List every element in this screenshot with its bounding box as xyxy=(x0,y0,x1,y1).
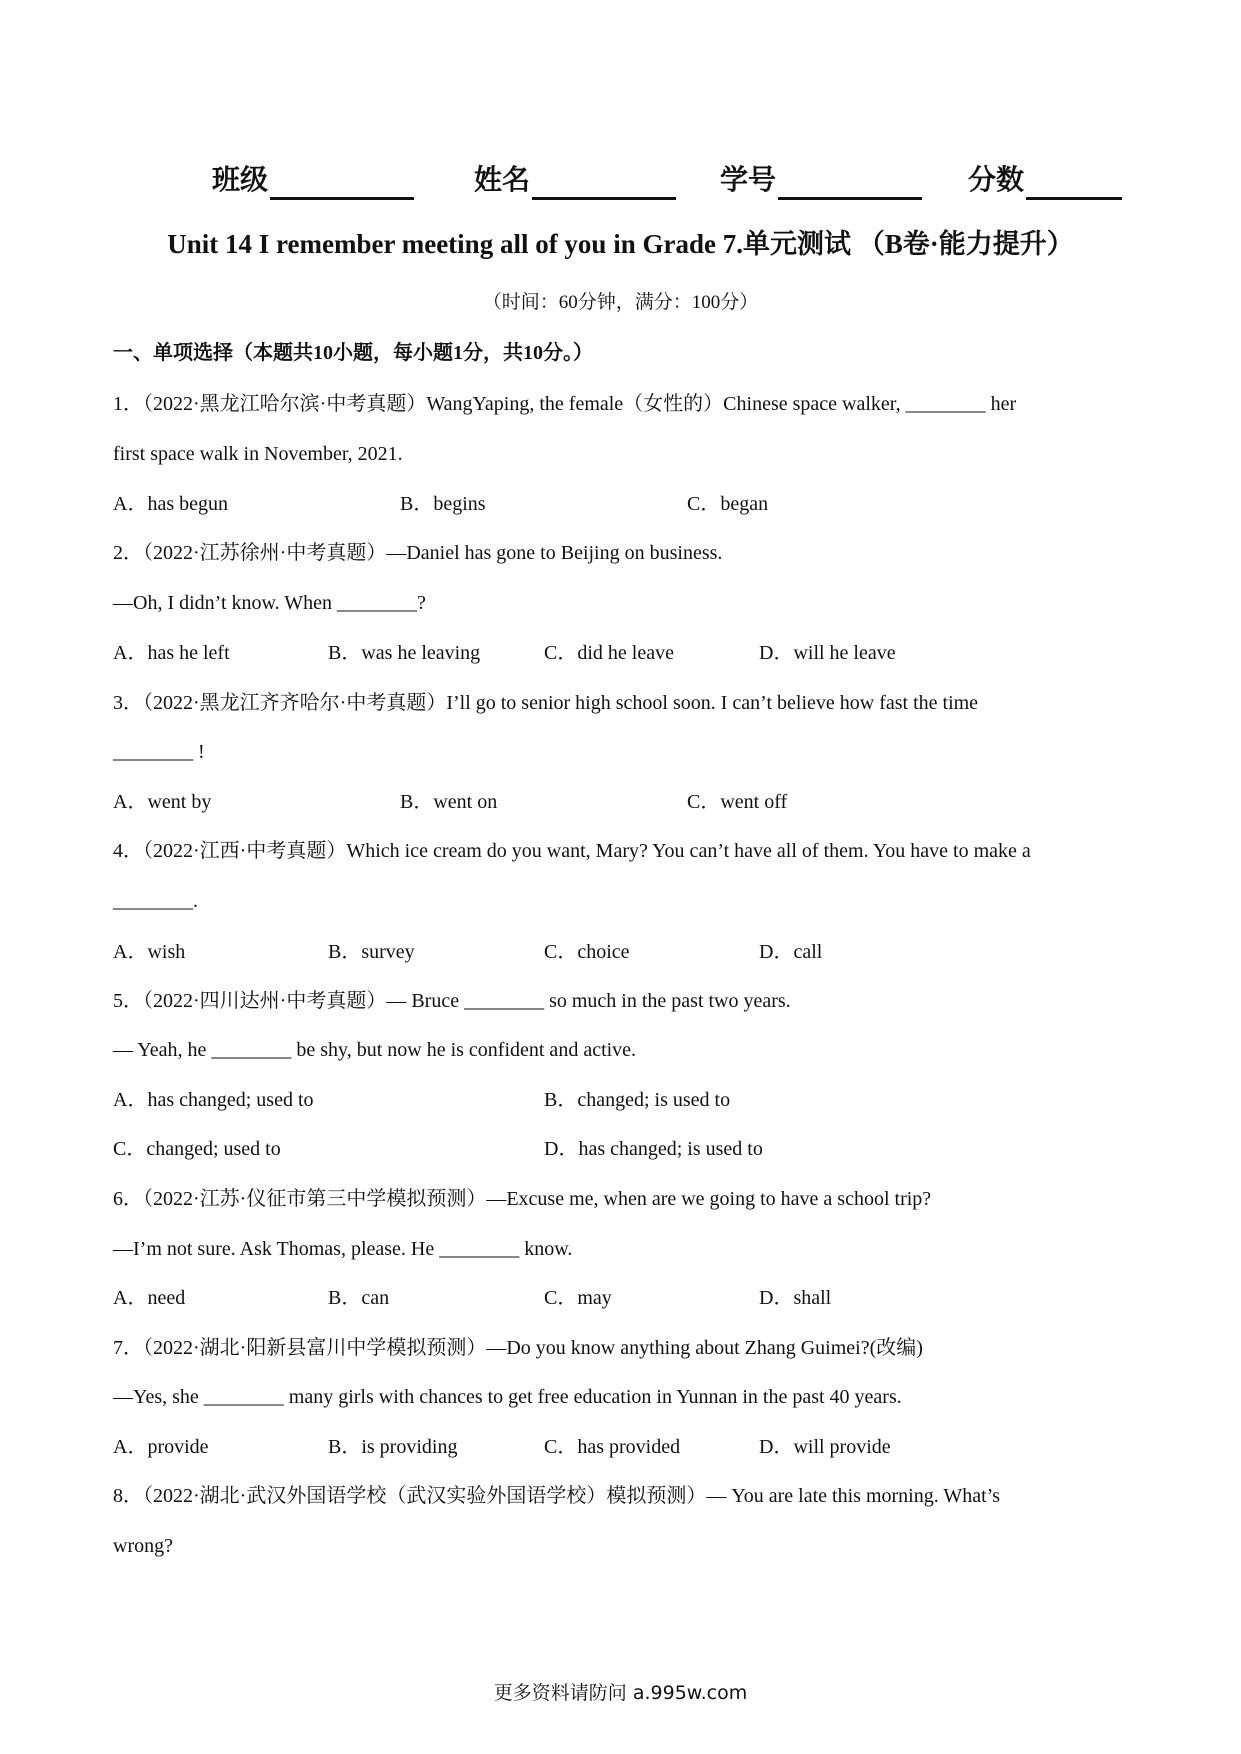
name-blank[interactable] xyxy=(532,197,676,200)
option-a[interactable]: A．provide xyxy=(113,1436,209,1458)
option-d[interactable]: D．will he leave xyxy=(759,642,896,664)
class-blank[interactable] xyxy=(270,197,414,200)
question-text: first space walk in November, 2021. xyxy=(113,443,403,465)
question-text: —Oh, I didn’t know. When ________? xyxy=(113,592,426,614)
option-a[interactable]: A．has changed; used to xyxy=(113,1089,314,1111)
option-a[interactable]: A．need xyxy=(113,1287,186,1309)
option-b[interactable]: B．is providing xyxy=(328,1436,458,1458)
question-text: wrong? xyxy=(113,1535,173,1557)
option-c[interactable]: C．began xyxy=(687,493,769,515)
name-label: 姓名 xyxy=(474,163,531,196)
question-text: 1．（2022·黑龙江哈尔滨·中考真题）WangYaping, the female（女性的）Chinese space walker, ________ her xyxy=(113,393,1017,415)
option-d[interactable]: D．shall xyxy=(759,1287,832,1309)
student-no-label: 学号 xyxy=(720,163,777,196)
question-text: 6．（2022·江苏·仪征市第三中学模拟预测）—Excuse me, when are we going to have a school trip? xyxy=(113,1188,932,1210)
question-text: —Yes, she ________ many girls with chances to get free education in Yunnan in the past 40 years. xyxy=(113,1386,902,1408)
question-text: ________ ! xyxy=(113,741,205,763)
option-c[interactable]: C．went off xyxy=(687,791,788,813)
question-text: ________. xyxy=(113,890,198,912)
page-title: Unit 14 I remember meeting all of you in Grade 7.单元测试 （B卷·能力提升） xyxy=(167,229,1074,259)
option-b[interactable]: B．was he leaving xyxy=(328,642,481,664)
question-text: 3．（2022·黑龙江齐齐哈尔·中考真题）I’ll go to senior high school soon. I can’t believe how fast the time xyxy=(113,692,979,714)
exam-time-info: （时间：60分钟，满分：100分） xyxy=(482,292,759,313)
question-text: 5．（2022·四川达州·中考真题）— Bruce ________ so much in the past two years. xyxy=(113,990,791,1012)
option-a[interactable]: A．has he left xyxy=(113,642,230,664)
option-d[interactable]: D．will provide xyxy=(759,1436,891,1458)
section-heading: 一、单项选择（本题共10小题，每小题1分，共10分。） xyxy=(113,342,593,364)
option-b[interactable]: B．changed; is used to xyxy=(544,1089,731,1111)
option-b[interactable]: B．went on xyxy=(400,791,498,813)
option-c[interactable]: C．may xyxy=(544,1287,612,1309)
class-label: 班级 xyxy=(212,163,269,196)
score-blank[interactable] xyxy=(1026,197,1122,200)
question-text: 8．（2022·湖北·武汉外国语学校（武汉实验外国语学校）模拟预测）— You are late this morning. What’s xyxy=(113,1485,1001,1507)
option-a[interactable]: A．went by xyxy=(113,791,212,813)
question-text: 2．（2022·江苏徐州·中考真题）—Daniel has gone to Beijing on business. xyxy=(113,542,723,564)
option-c[interactable]: C．changed; used to xyxy=(113,1138,281,1160)
option-c[interactable]: C．choice xyxy=(544,941,630,963)
student-no-blank[interactable] xyxy=(778,197,922,200)
option-c[interactable]: C．did he leave xyxy=(544,642,674,664)
option-b[interactable]: B．can xyxy=(328,1287,390,1309)
question-text: —I’m not sure. Ask Thomas, please. He ________ know. xyxy=(113,1238,573,1260)
option-d[interactable]: D．has changed; is used to xyxy=(544,1138,763,1160)
option-b[interactable]: B．survey xyxy=(328,941,415,963)
footer-note: 更多资料请防问 a.995w.com xyxy=(493,1682,748,1704)
question-text: — Yeah, he ________ be shy, but now he is confident and active. xyxy=(113,1039,637,1061)
option-a[interactable]: A．has begun xyxy=(113,493,228,515)
option-a[interactable]: A．wish xyxy=(113,941,186,963)
question-text: 4．（2022·江西·中考真题）Which ice cream do you want, Mary? You can’t have all of them. You have to make a xyxy=(113,840,1031,862)
option-b[interactable]: B．begins xyxy=(400,493,486,515)
score-label: 分数 xyxy=(968,163,1025,196)
student-info-fields xyxy=(0,160,1241,208)
option-c[interactable]: C．has provided xyxy=(544,1436,681,1458)
option-d[interactable]: D．call xyxy=(759,941,823,963)
question-text: 7．（2022·湖北·阳新县富川中学模拟预测）—Do you know anything about Zhang Guimei?(改编) xyxy=(113,1337,923,1359)
